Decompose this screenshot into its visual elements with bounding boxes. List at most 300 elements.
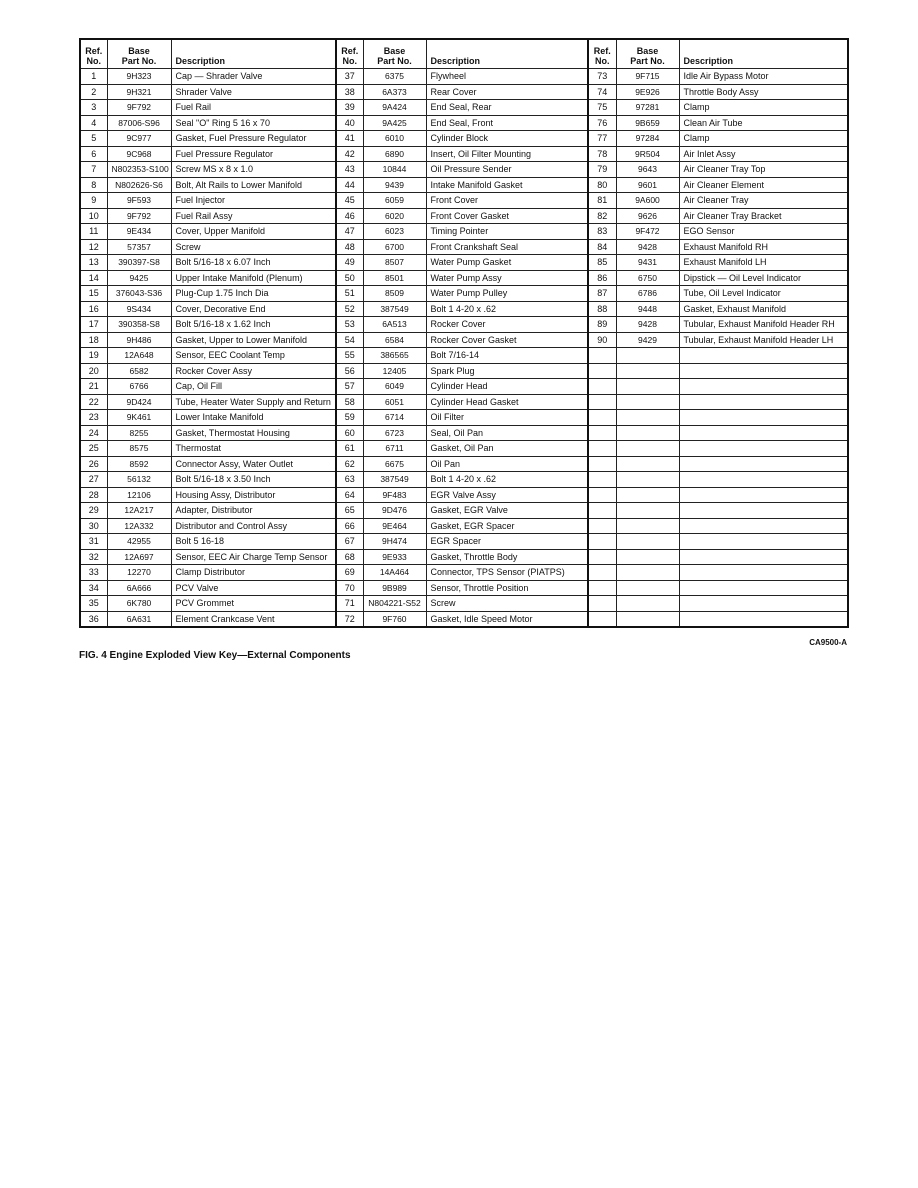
description-cell: Cover, Upper Manifold [171, 224, 336, 240]
ref-no-cell: 85 [588, 255, 616, 271]
base-part-no-cell: 8575 [107, 441, 171, 457]
ref-no-cell [588, 348, 616, 364]
description-cell: Gasket, Oil Pan [426, 441, 588, 457]
ref-no-cell: 8 [80, 177, 107, 193]
base-part-no-cell [616, 549, 679, 565]
base-part-no-cell: 9F715 [616, 69, 679, 85]
base-part-no-cell [616, 580, 679, 596]
ref-no-cell: 17 [80, 317, 107, 333]
base-part-no-cell: 9E933 [363, 549, 426, 565]
ref-no-header: Ref. No. [336, 39, 363, 69]
ref-no-cell: 42 [336, 146, 363, 162]
ref-no-cell: 30 [80, 518, 107, 534]
ref-no-cell: 84 [588, 239, 616, 255]
base-part-no-cell: 6049 [363, 379, 426, 395]
table-row [80, 441, 848, 457]
ref-no-cell: 7 [80, 162, 107, 178]
description-cell: Gasket, Thermostat Housing [171, 425, 336, 441]
ref-no-cell [588, 549, 616, 565]
description-cell: Water Pump Assy [426, 270, 588, 286]
description-cell [679, 487, 848, 503]
ref-no-cell: 27 [80, 472, 107, 488]
description-cell: Element Crankcase Vent [171, 611, 336, 627]
ref-no-cell [588, 363, 616, 379]
base-part-no-cell: 57357 [107, 239, 171, 255]
base-part-no-cell: 9431 [616, 255, 679, 271]
ref-no-cell: 78 [588, 146, 616, 162]
base-part-no-cell: 12A332 [107, 518, 171, 534]
table-row [80, 549, 848, 565]
base-part-no-cell: 6786 [616, 286, 679, 302]
description-cell: Gasket, Fuel Pressure Regulator [171, 131, 336, 147]
base-part-no-cell [616, 441, 679, 457]
ref-no-cell: 86 [588, 270, 616, 286]
description-cell: Shrader Valve [171, 84, 336, 100]
base-part-no-cell [616, 379, 679, 395]
description-cell: Cap, Oil Fill [171, 379, 336, 395]
description-cell: Air Inlet Assy [679, 146, 848, 162]
ref-no-cell [588, 394, 616, 410]
base-part-no-cell: 9H323 [107, 69, 171, 85]
ref-no-cell: 87 [588, 286, 616, 302]
base-part-no-cell: 6010 [363, 131, 426, 147]
base-part-no-cell: 9428 [616, 317, 679, 333]
description-cell: Plug-Cup 1.75 Inch Dia [171, 286, 336, 302]
table-row [80, 317, 848, 333]
description-cell [679, 549, 848, 565]
base-part-no-cell: 9H474 [363, 534, 426, 550]
base-part-no-cell [616, 565, 679, 581]
base-part-no-cell [616, 596, 679, 612]
base-part-no-cell: 9F472 [616, 224, 679, 240]
base-part-no-cell: 9D424 [107, 394, 171, 410]
base-part-no-cell [616, 425, 679, 441]
description-cell: Clamp [679, 100, 848, 116]
table-row [80, 115, 848, 131]
description-cell [679, 596, 848, 612]
base-part-no-cell: 14A464 [363, 565, 426, 581]
base-part-no-cell: 12270 [107, 565, 171, 581]
table-row [80, 84, 848, 100]
table-row [80, 100, 848, 116]
ref-no-cell: 44 [336, 177, 363, 193]
description-cell: Seal, Oil Pan [426, 425, 588, 441]
base-part-no-cell: 9E464 [363, 518, 426, 534]
description-cell: Cap — Shrader Valve [171, 69, 336, 85]
base-part-no-cell [616, 456, 679, 472]
ref-no-cell: 62 [336, 456, 363, 472]
description-cell: Spark Plug [426, 363, 588, 379]
description-header: Description [679, 39, 848, 69]
table-row [80, 363, 848, 379]
ref-no-cell: 53 [336, 317, 363, 333]
base-part-no-cell: 9S434 [107, 301, 171, 317]
ref-no-cell: 11 [80, 224, 107, 240]
description-cell [679, 410, 848, 426]
description-cell: Screw [426, 596, 588, 612]
base-part-no-cell: 6714 [363, 410, 426, 426]
description-cell: EGO Sensor [679, 224, 848, 240]
base-part-no-cell: 6723 [363, 425, 426, 441]
base-part-no-cell: N802353-S100 [107, 162, 171, 178]
ref-no-cell [588, 611, 616, 627]
ref-no-cell [588, 456, 616, 472]
table-row [80, 379, 848, 395]
base-part-no-cell: 12A217 [107, 503, 171, 519]
ref-no-cell: 4 [80, 115, 107, 131]
ref-no-cell [588, 580, 616, 596]
description-cell: Fuel Injector [171, 193, 336, 209]
ref-no-cell: 60 [336, 425, 363, 441]
base-part-no-cell: 6582 [107, 363, 171, 379]
description-cell: Clamp Distributor [171, 565, 336, 581]
description-cell: Cover, Decorative End [171, 301, 336, 317]
description-cell: Rocker Cover Assy [171, 363, 336, 379]
description-cell: Cylinder Block [426, 131, 588, 147]
description-cell: Lower Intake Manifold [171, 410, 336, 426]
base-part-no-cell: 6584 [363, 332, 426, 348]
base-part-no-cell: 6059 [363, 193, 426, 209]
ref-no-cell: 3 [80, 100, 107, 116]
ref-no-cell: 47 [336, 224, 363, 240]
description-cell [679, 580, 848, 596]
table-row [80, 239, 848, 255]
base-part-no-cell [616, 394, 679, 410]
ref-no-cell: 14 [80, 270, 107, 286]
ref-no-cell [588, 487, 616, 503]
base-part-no-header: Base Part No. [363, 39, 426, 69]
ref-no-cell [588, 534, 616, 550]
base-part-no-cell: 6K780 [107, 596, 171, 612]
ref-no-header: Ref. No. [80, 39, 107, 69]
description-cell: PCV Valve [171, 580, 336, 596]
base-part-no-cell: 9A424 [363, 100, 426, 116]
ref-no-cell: 75 [588, 100, 616, 116]
description-cell: Gasket, EGR Spacer [426, 518, 588, 534]
description-cell: Bolt 1 4-20 x .62 [426, 301, 588, 317]
base-part-no-cell: 9A425 [363, 115, 426, 131]
ref-no-cell: 10 [80, 208, 107, 224]
ref-no-cell [588, 503, 616, 519]
ref-no-cell: 18 [80, 332, 107, 348]
ref-no-cell: 88 [588, 301, 616, 317]
table-row [80, 332, 848, 348]
table-row [80, 69, 848, 85]
table-row [80, 177, 848, 193]
table-row [80, 270, 848, 286]
description-cell: Dipstick — Oil Level Indicator [679, 270, 848, 286]
table-row [80, 534, 848, 550]
description-cell: Upper Intake Manifold (Plenum) [171, 270, 336, 286]
base-part-no-cell [616, 518, 679, 534]
base-part-no-cell: 6766 [107, 379, 171, 395]
base-part-no-cell: 8507 [363, 255, 426, 271]
table-row [80, 472, 848, 488]
ref-no-cell: 5 [80, 131, 107, 147]
description-cell: Flywheel [426, 69, 588, 85]
ref-no-cell [588, 425, 616, 441]
description-cell [679, 611, 848, 627]
ref-no-cell: 57 [336, 379, 363, 395]
base-part-no-cell: 8255 [107, 425, 171, 441]
ref-no-cell: 56 [336, 363, 363, 379]
table-row [80, 580, 848, 596]
ref-no-cell: 79 [588, 162, 616, 178]
description-cell: Oil Pan [426, 456, 588, 472]
ref-no-cell: 39 [336, 100, 363, 116]
description-cell [679, 472, 848, 488]
description-cell: Tubular, Exhaust Manifold Header LH [679, 332, 848, 348]
description-cell: Throttle Body Assy [679, 84, 848, 100]
base-part-no-cell: 9K461 [107, 410, 171, 426]
table-row [80, 193, 848, 209]
ref-no-cell: 83 [588, 224, 616, 240]
description-cell: Clamp [679, 131, 848, 147]
description-cell: Cylinder Head Gasket [426, 394, 588, 410]
base-part-no-cell: 42955 [107, 534, 171, 550]
description-cell: Front Crankshaft Seal [426, 239, 588, 255]
base-part-no-cell: 9A600 [616, 193, 679, 209]
base-part-no-cell: 9C968 [107, 146, 171, 162]
base-part-no-cell: 9B989 [363, 580, 426, 596]
base-part-no-cell: 9429 [616, 332, 679, 348]
base-part-no-cell: 6020 [363, 208, 426, 224]
base-part-no-cell: 9H321 [107, 84, 171, 100]
ref-no-cell: 76 [588, 115, 616, 131]
base-part-no-cell: 9R504 [616, 146, 679, 162]
description-cell: Sensor, EEC Air Charge Temp Sensor [171, 549, 336, 565]
base-part-no-cell: 9D476 [363, 503, 426, 519]
base-part-no-cell: 390397-S8 [107, 255, 171, 271]
base-part-no-cell [616, 363, 679, 379]
description-cell: Rocker Cover Gasket [426, 332, 588, 348]
description-cell: Bolt 5 16-18 [171, 534, 336, 550]
ref-no-cell: 49 [336, 255, 363, 271]
description-cell [679, 565, 848, 581]
ref-no-cell: 74 [588, 84, 616, 100]
description-cell: PCV Grommet [171, 596, 336, 612]
ref-no-cell [588, 472, 616, 488]
description-cell: Gasket, Exhaust Manifold [679, 301, 848, 317]
ref-no-cell [588, 410, 616, 426]
description-cell [679, 534, 848, 550]
description-cell: Screw [171, 239, 336, 255]
ref-no-cell: 36 [80, 611, 107, 627]
description-cell: Gasket, Throttle Body [426, 549, 588, 565]
ref-no-cell: 50 [336, 270, 363, 286]
table-row [80, 348, 848, 364]
base-part-no-cell: 386565 [363, 348, 426, 364]
figure-caption: FIG. 4 Engine Exploded View Key—External Components [79, 650, 351, 661]
base-part-no-cell [616, 472, 679, 488]
ref-no-cell: 16 [80, 301, 107, 317]
description-cell: Housing Assy, Distributor [171, 487, 336, 503]
description-cell [679, 379, 848, 395]
base-part-no-header: Base Part No. [616, 39, 679, 69]
ref-no-cell: 73 [588, 69, 616, 85]
base-part-no-cell: 9F593 [107, 193, 171, 209]
description-cell: Bolt 5/16-18 x 6.07 Inch [171, 255, 336, 271]
description-cell: Bolt, Alt Rails to Lower Manifold [171, 177, 336, 193]
ref-no-cell: 6 [80, 146, 107, 162]
ref-no-cell: 46 [336, 208, 363, 224]
ref-no-cell: 89 [588, 317, 616, 333]
base-part-no-cell: 9448 [616, 301, 679, 317]
description-cell: Exhaust Manifold RH [679, 239, 848, 255]
base-part-no-cell: 8509 [363, 286, 426, 302]
description-cell [679, 363, 848, 379]
ref-no-cell: 77 [588, 131, 616, 147]
ref-no-cell: 37 [336, 69, 363, 85]
base-part-no-cell: 12A648 [107, 348, 171, 364]
ref-no-cell: 69 [336, 565, 363, 581]
ref-no-cell: 81 [588, 193, 616, 209]
description-header: Description [171, 39, 336, 69]
description-cell: Air Cleaner Tray Top [679, 162, 848, 178]
ref-no-cell [588, 379, 616, 395]
base-part-no-cell: 6375 [363, 69, 426, 85]
ref-no-header: Ref. No. [588, 39, 616, 69]
ref-no-cell: 34 [80, 580, 107, 596]
description-cell: Gasket, Upper to Lower Manifold [171, 332, 336, 348]
ref-no-cell: 1 [80, 69, 107, 85]
ref-no-cell: 19 [80, 348, 107, 364]
base-part-no-cell: 6A513 [363, 317, 426, 333]
table-row [80, 503, 848, 519]
ref-no-cell: 70 [336, 580, 363, 596]
base-part-no-cell: 6675 [363, 456, 426, 472]
description-cell [679, 425, 848, 441]
description-cell [679, 503, 848, 519]
table-row [80, 487, 848, 503]
ref-no-cell: 23 [80, 410, 107, 426]
description-cell: Tube, Heater Water Supply and Return [171, 394, 336, 410]
ref-no-cell: 41 [336, 131, 363, 147]
description-cell: Bolt 5/16-18 x 3.50 Inch [171, 472, 336, 488]
ref-no-cell: 26 [80, 456, 107, 472]
ref-no-cell: 20 [80, 363, 107, 379]
base-part-no-cell: 9E434 [107, 224, 171, 240]
base-part-no-cell: 9F792 [107, 100, 171, 116]
description-cell: Connector Assy, Water Outlet [171, 456, 336, 472]
ref-no-cell: 67 [336, 534, 363, 550]
ref-no-cell: 12 [80, 239, 107, 255]
base-part-no-cell: 6051 [363, 394, 426, 410]
base-part-no-cell: 387549 [363, 472, 426, 488]
base-part-no-cell: 9425 [107, 270, 171, 286]
description-cell: Bolt 1 4-20 x .62 [426, 472, 588, 488]
description-cell [679, 394, 848, 410]
description-cell: Oil Pressure Sender [426, 162, 588, 178]
table-row [80, 146, 848, 162]
table-row [80, 255, 848, 271]
ref-no-cell: 35 [80, 596, 107, 612]
description-cell: Air Cleaner Element [679, 177, 848, 193]
ref-no-cell [588, 518, 616, 534]
description-cell: Seal "O" Ring 5 16 x 70 [171, 115, 336, 131]
base-part-no-cell: 9C977 [107, 131, 171, 147]
description-cell: EGR Valve Assy [426, 487, 588, 503]
base-part-no-cell: 9643 [616, 162, 679, 178]
description-cell: Bolt 7/16-14 [426, 348, 588, 364]
table-row [80, 565, 848, 581]
ref-no-cell: 15 [80, 286, 107, 302]
ref-no-cell: 64 [336, 487, 363, 503]
description-cell: Sensor, EEC Coolant Temp [171, 348, 336, 364]
description-cell: EGR Spacer [426, 534, 588, 550]
base-part-no-cell: 6023 [363, 224, 426, 240]
ref-no-cell [588, 441, 616, 457]
description-cell: Gasket, EGR Valve [426, 503, 588, 519]
description-cell: End Seal, Front [426, 115, 588, 131]
base-part-no-cell: 9F483 [363, 487, 426, 503]
description-cell: Bolt 5/16-18 x 1.62 Inch [171, 317, 336, 333]
ref-no-cell: 33 [80, 565, 107, 581]
base-part-no-cell: 12A697 [107, 549, 171, 565]
base-part-no-cell: 387549 [363, 301, 426, 317]
base-part-no-cell: 6A666 [107, 580, 171, 596]
ref-no-cell: 22 [80, 394, 107, 410]
ref-no-cell: 25 [80, 441, 107, 457]
ref-no-cell: 59 [336, 410, 363, 426]
base-part-no-cell: 6A631 [107, 611, 171, 627]
base-part-no-cell: 8592 [107, 456, 171, 472]
base-part-no-cell: 6711 [363, 441, 426, 457]
description-cell: Connector, TPS Sensor (PIATPS) [426, 565, 588, 581]
ref-no-cell: 32 [80, 549, 107, 565]
ref-no-cell: 58 [336, 394, 363, 410]
ref-no-cell: 43 [336, 162, 363, 178]
base-part-no-cell: 12405 [363, 363, 426, 379]
description-cell: Adapter, Distributor [171, 503, 336, 519]
description-cell: Fuel Rail Assy [171, 208, 336, 224]
ref-no-cell: 24 [80, 425, 107, 441]
table-row [80, 425, 848, 441]
base-part-no-cell: 9F760 [363, 611, 426, 627]
ref-no-cell: 51 [336, 286, 363, 302]
description-cell: Air Cleaner Tray Bracket [679, 208, 848, 224]
base-part-no-cell: N802626-S6 [107, 177, 171, 193]
table-row [80, 456, 848, 472]
base-part-no-cell: 390358-S8 [107, 317, 171, 333]
ref-no-cell: 52 [336, 301, 363, 317]
description-cell [679, 518, 848, 534]
ref-no-cell: 40 [336, 115, 363, 131]
figure-reference-code: CA9500-A [809, 638, 847, 647]
ref-no-cell: 29 [80, 503, 107, 519]
base-part-no-cell: 9B659 [616, 115, 679, 131]
table-row [80, 208, 848, 224]
base-part-no-cell: 6700 [363, 239, 426, 255]
ref-no-cell: 38 [336, 84, 363, 100]
ref-no-cell: 80 [588, 177, 616, 193]
base-part-no-cell [616, 348, 679, 364]
base-part-no-cell: 9H486 [107, 332, 171, 348]
ref-no-cell: 72 [336, 611, 363, 627]
base-part-no-cell [616, 611, 679, 627]
base-part-no-cell [616, 534, 679, 550]
ref-no-cell: 54 [336, 332, 363, 348]
table-row [80, 162, 848, 178]
base-part-no-cell: 87006-S96 [107, 115, 171, 131]
ref-no-cell: 31 [80, 534, 107, 550]
ref-no-cell: 61 [336, 441, 363, 457]
base-part-no-cell: 9626 [616, 208, 679, 224]
base-part-no-header: Base Part No. [107, 39, 171, 69]
ref-no-cell: 2 [80, 84, 107, 100]
ref-no-cell: 71 [336, 596, 363, 612]
table-row [80, 131, 848, 147]
